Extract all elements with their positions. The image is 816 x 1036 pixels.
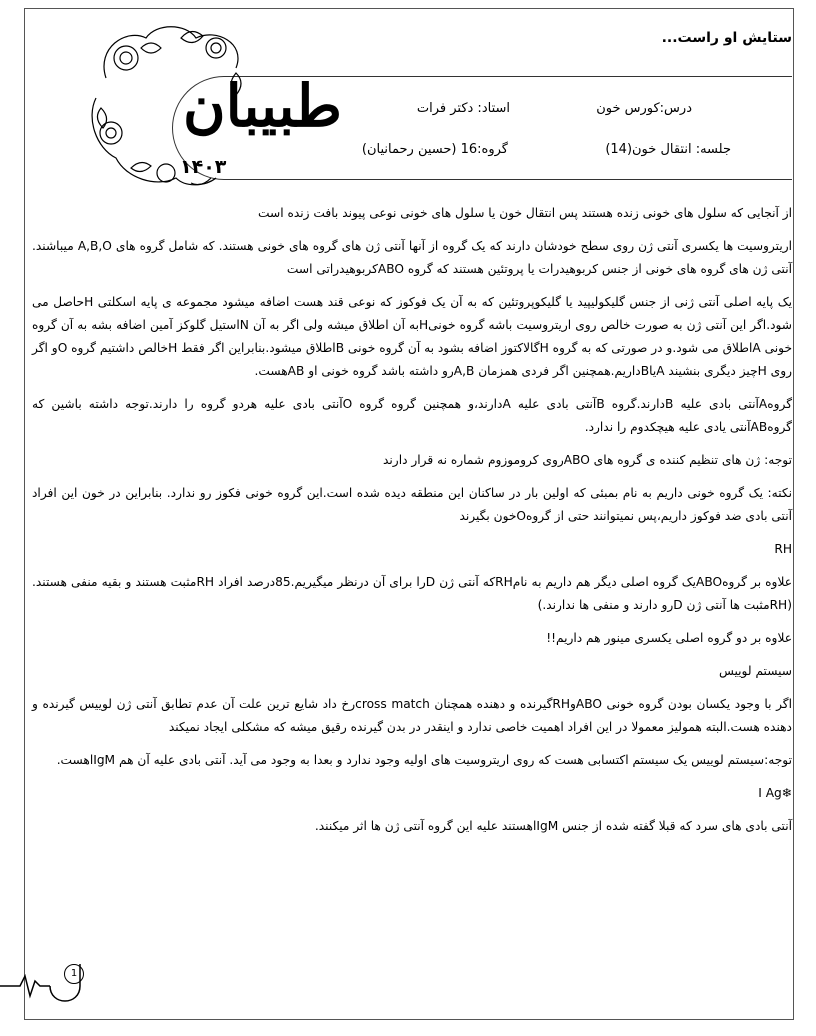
- paragraph-7: علاوه بر گروهABOیک گروه اصلی دیگر هم داریم به نامRHکه آنتی ژن Dرا برای آن درنظر میگیریم.85درصد افراد RHمثبت هستند و بقیه منفی هستند.(RHمثبت ها آنتی ژن Dرو دارند و منفی ها ندارند.): [32, 575, 792, 612]
- group-label: گروه:16 (حسین رحمانیان): [361, 142, 508, 157]
- paragraph-10: توجه:سیستم لوییس یک سیستم اکتسابی هست که روی اریتروسیت های اولیه وجود ندارد و بعدا به وجود می آید. آنتی بادی علیه آن هم IgMاهست.: [56, 753, 792, 767]
- logo-year: ۱۴۰۳: [180, 156, 227, 178]
- lewis-heading: سیستم لوییس: [718, 664, 792, 678]
- paragraph-4: گروهAآنتی بادی علیه Bدارند.گروه Bآنتی بادی علیه Aدارند،و همچنین گروه گروه Oآنتی بادی علیه هردو گروه را دارند.توجه داشته باشین که گروهABآنتی یادی علیه هیچکدوم را ندارد.: [32, 397, 793, 434]
- i-ag-heading: ❄I Ag: [758, 786, 792, 800]
- paragraph-2: اریتروسیت ها یکسری آنتی ژن روی سطح خودشان دارند که یک گروه از آنها آنتی ژن های گروه های خونی هستند. که شامل گروه های A,B,O میباشند. آنتی ژن های گروه های خونی از جنس کربوهیدرات یا پروتئین هستند که گروه ABOکربوهیدراتی است: [32, 239, 792, 276]
- praise-line: ستایش او راست...: [661, 30, 792, 46]
- course-label: درس:کورس خون: [596, 101, 692, 116]
- logo-title: طبیبان: [183, 72, 342, 140]
- rh-heading: RH: [774, 542, 792, 556]
- paragraph-3: یک پایه اصلی آنتی ژنی از جنس گلیکولیپید یا گلیکوپروتئین که به آن یک فوکوز که نوعی قند هست اضافه میشود مجموعه ی پایه اسکلتی Hحاصل می شود.اگر این آنتی ژن به صورت خالص روی اریتروسیت باشه گروه خونیHبه آن اطلاق میشه ولی اگر به آن Nاستیل گلوکز آمین اضافه بشه به آن گروه خونی Aاطلاق می شود.و در صورتی که به گروه Hگالاکتوز اضافه بشود به آن گروه خونی Bاطلاق میشود.بنابراین اگر فقط Hخالص داشتیم گروه Oو اگر روی Hچیز دیگری بنشیند AیاBداریم.همچنین اگر فردی همزمان A,Bرو داشته باشد گروه خونی او ABهست.: [32, 295, 793, 378]
- session-label: جلسه: انتقال خون(14): [605, 142, 731, 157]
- teacher-label: استاد: دکتر فرات: [416, 101, 510, 116]
- lecture-body: [32, 202, 792, 848]
- page-number: 1: [64, 964, 84, 984]
- stethoscope-icon: [0, 956, 100, 1016]
- paragraph-8: علاوه بر دو گروه اصلی یکسری مینور هم داریم!!: [546, 631, 792, 645]
- paragraph-1: از آنجایی که سلول های خونی زنده هستند پس انتقال خون یا سلول های خونی نوعی پیوند بافت زنده است: [258, 206, 792, 220]
- paragraph-11: آنتی بادی های سرد که قبلا گفته شده از جنس IgMاهستند علیه این گروه آنتی ژن ها اثر میکنند.: [314, 819, 792, 833]
- paragraph-6: نکته: یک گروه خونی داریم به نام بمبئی که اولین بار در ساکنان این منطقه دیده شده است.این گروه خونی فکوز رو ندارد. بنابراین در خون این افراد آنتی بادی ضد فوکوز داریم،پس نمیتوانند حتی از گروهOخون بگیرند: [32, 486, 792, 523]
- paragraph-9: اگر با وجود یکسان بودن گروه خونی ABOوRHگیرنده و دهنده همچنان cross matchرخ داد شایع ترین علت آن عدم تطابق آنتی ژن لوییس گیرنده و دهنده هست.البته همولیز معمولا در این افراد اهمیت خاصی ندارد و اینقدر در بدن گیرنده رقیق میشه که مشکلی ایجاد نمیکند: [32, 697, 792, 734]
- paragraph-5: توجه: ژن های تنظیم کننده ی گروه های ABOروی کروموزوم شماره نه قرار دارند: [383, 453, 792, 467]
